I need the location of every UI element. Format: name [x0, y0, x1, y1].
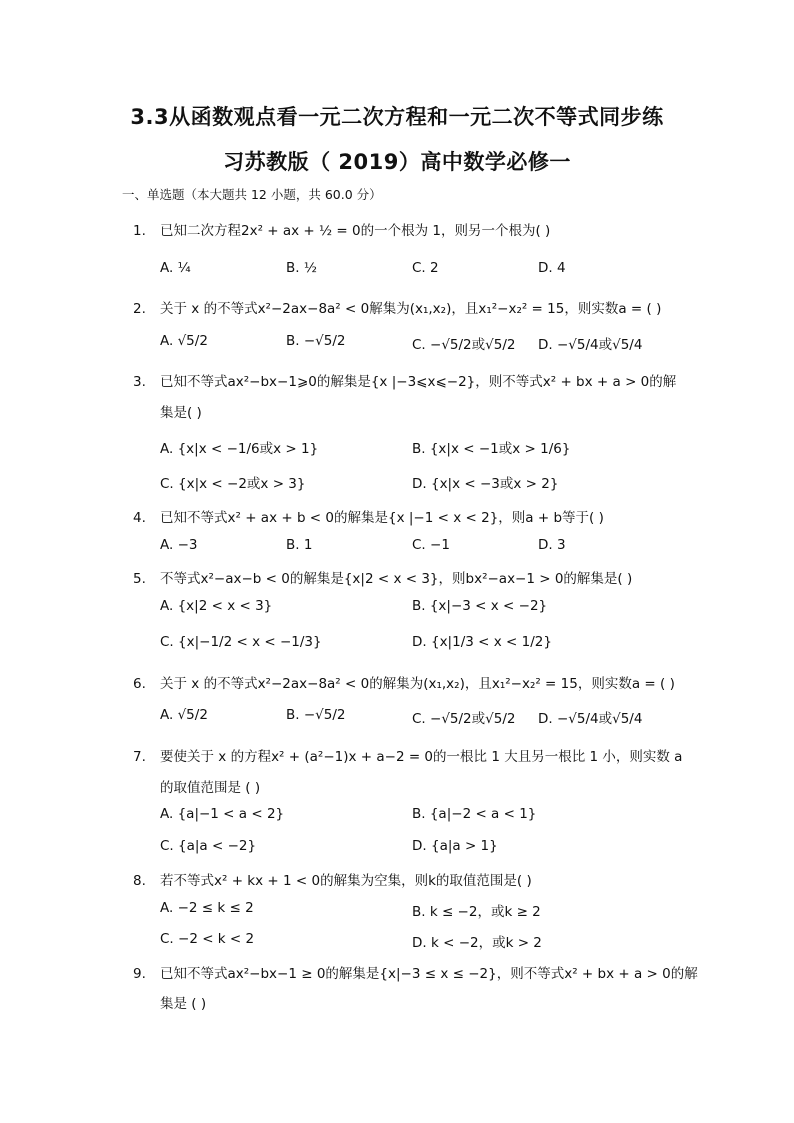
option-b: B. {a|−2 < a < 1} — [412, 806, 537, 822]
option-a: A. −2 ≤ k ≤ 2 — [160, 900, 254, 916]
option-d: D. −√5/4或√5/4 — [538, 711, 643, 727]
question-number: 5. — [133, 571, 146, 587]
option-a: A. {a|−1 < a < 2} — [160, 806, 285, 822]
question-stem: 关于 x 的不等式x²−2ax−8a² < 0解集为(x₁,x₂)，且x₁²−x₂² = 15，则实数a = ( ) — [160, 301, 662, 317]
question-number: 3. — [133, 374, 146, 390]
question-number: 4. — [133, 510, 146, 526]
option-d: D. k < −2，或k > 2 — [412, 935, 542, 951]
question-9 — [133, 962, 698, 982]
option-c: C. {x|x < −2或x > 3} — [160, 476, 306, 492]
question-3 — [133, 370, 676, 390]
option-d: D. {x|1/3 < x < 1/2} — [412, 634, 552, 650]
question-number: 7. — [133, 749, 146, 765]
question-stem: 要使关于 x 的方程x² + (a²−1)x + a−2 = 0的一根比 1 大且另一根比 1 小，则实数 a — [160, 749, 683, 765]
option-a: A. {x|2 < x < 3} — [160, 598, 273, 614]
option-c: C. −2 < k < 2 — [160, 931, 255, 947]
option-a: A. ¼ — [160, 260, 191, 276]
question-1 — [133, 219, 550, 239]
option-c: C. −√5/2或√5/2 — [412, 337, 516, 353]
document-title-line2: 习苏教版（ 2019）高中数学必修一 — [223, 150, 571, 174]
document-title-line1: 3.3从函数观点看一元二次方程和一元二次不等式同步练 — [130, 105, 664, 129]
option-a: A. −3 — [160, 537, 198, 553]
question-number: 9. — [133, 966, 146, 982]
option-d: D. −√5/4或√5/4 — [538, 337, 643, 353]
question-5 — [133, 567, 632, 587]
question-stem: 已知不等式ax²−bx−1 ≥ 0的解集是{x|−3 ≤ x ≤ −2}，则不等式x² + bx + a > 0的解 — [160, 966, 698, 982]
question-number: 8. — [133, 873, 146, 889]
option-c: C. {a|a < −2} — [160, 838, 257, 854]
question-stem: 关于 x 的不等式x²−2ax−8a² < 0的解集为(x₁,x₂)，且x₁²−x₂² = 15，则实数a = ( ) — [160, 676, 675, 692]
option-a: A. √5/2 — [160, 333, 208, 349]
question-stem-continued: 的取值范围是 ( ) — [160, 780, 261, 796]
option-c: C. {x|−1/2 < x < −1/3} — [160, 634, 322, 650]
question-number: 6. — [133, 676, 146, 692]
option-b: B. 1 — [286, 537, 313, 553]
option-b: B. −√5/2 — [286, 333, 346, 349]
option-a: A. √5/2 — [160, 707, 208, 723]
option-c: C. 2 — [412, 260, 439, 276]
question-stem-continued: 集是( ) — [160, 405, 202, 421]
question-4 — [133, 506, 604, 526]
question-6 — [133, 672, 675, 692]
question-stem-continued: 集是 ( ) — [160, 996, 207, 1012]
option-d: D. {x|x < −3或x > 2} — [412, 476, 559, 492]
question-stem: 已知不等式x² + ax + b < 0的解集是{x |−1 < x < 2}，则a + b等于( ) — [160, 510, 604, 526]
option-d: D. {a|a > 1} — [412, 838, 498, 854]
option-a: A. {x|x < −1/6或x > 1} — [160, 441, 319, 457]
option-d: D. 4 — [538, 260, 566, 276]
question-7 — [133, 745, 682, 765]
option-c: C. −√5/2或√5/2 — [412, 711, 516, 727]
question-stem: 不等式x²−ax−b < 0的解集是{x|2 < x < 3}，则bx²−ax−1 > 0的解集是( ) — [160, 571, 633, 587]
question-number: 2. — [133, 301, 146, 317]
option-b: B. k ≤ −2，或k ≥ 2 — [412, 904, 541, 920]
question-stem: 已知二次方程2x² + ax + ½ = 0的一个根为 1，则另一个根为( ) — [160, 223, 551, 239]
question-2 — [133, 297, 661, 317]
question-number: 1. — [133, 223, 146, 239]
option-b: B. {x|−3 < x < −2} — [412, 598, 548, 614]
question-stem: 若不等式x² + kx + 1 < 0的解集为空集，则k的取值范围是( ) — [160, 873, 532, 889]
question-8 — [133, 869, 532, 889]
option-b: B. {x|x < −1或x > 1/6} — [412, 441, 571, 457]
section-heading: 一、单选题（本大题共 12 小题，共 60.0 分） — [122, 187, 382, 202]
option-c: C. −1 — [412, 537, 450, 553]
option-b: B. −√5/2 — [286, 707, 346, 723]
option-b: B. ½ — [286, 260, 317, 276]
option-d: D. 3 — [538, 537, 566, 553]
question-stem: 已知不等式ax²−bx−1⩾0的解集是{x |−3⩽x⩽−2}，则不等式x² + bx + a > 0的解 — [160, 374, 677, 390]
